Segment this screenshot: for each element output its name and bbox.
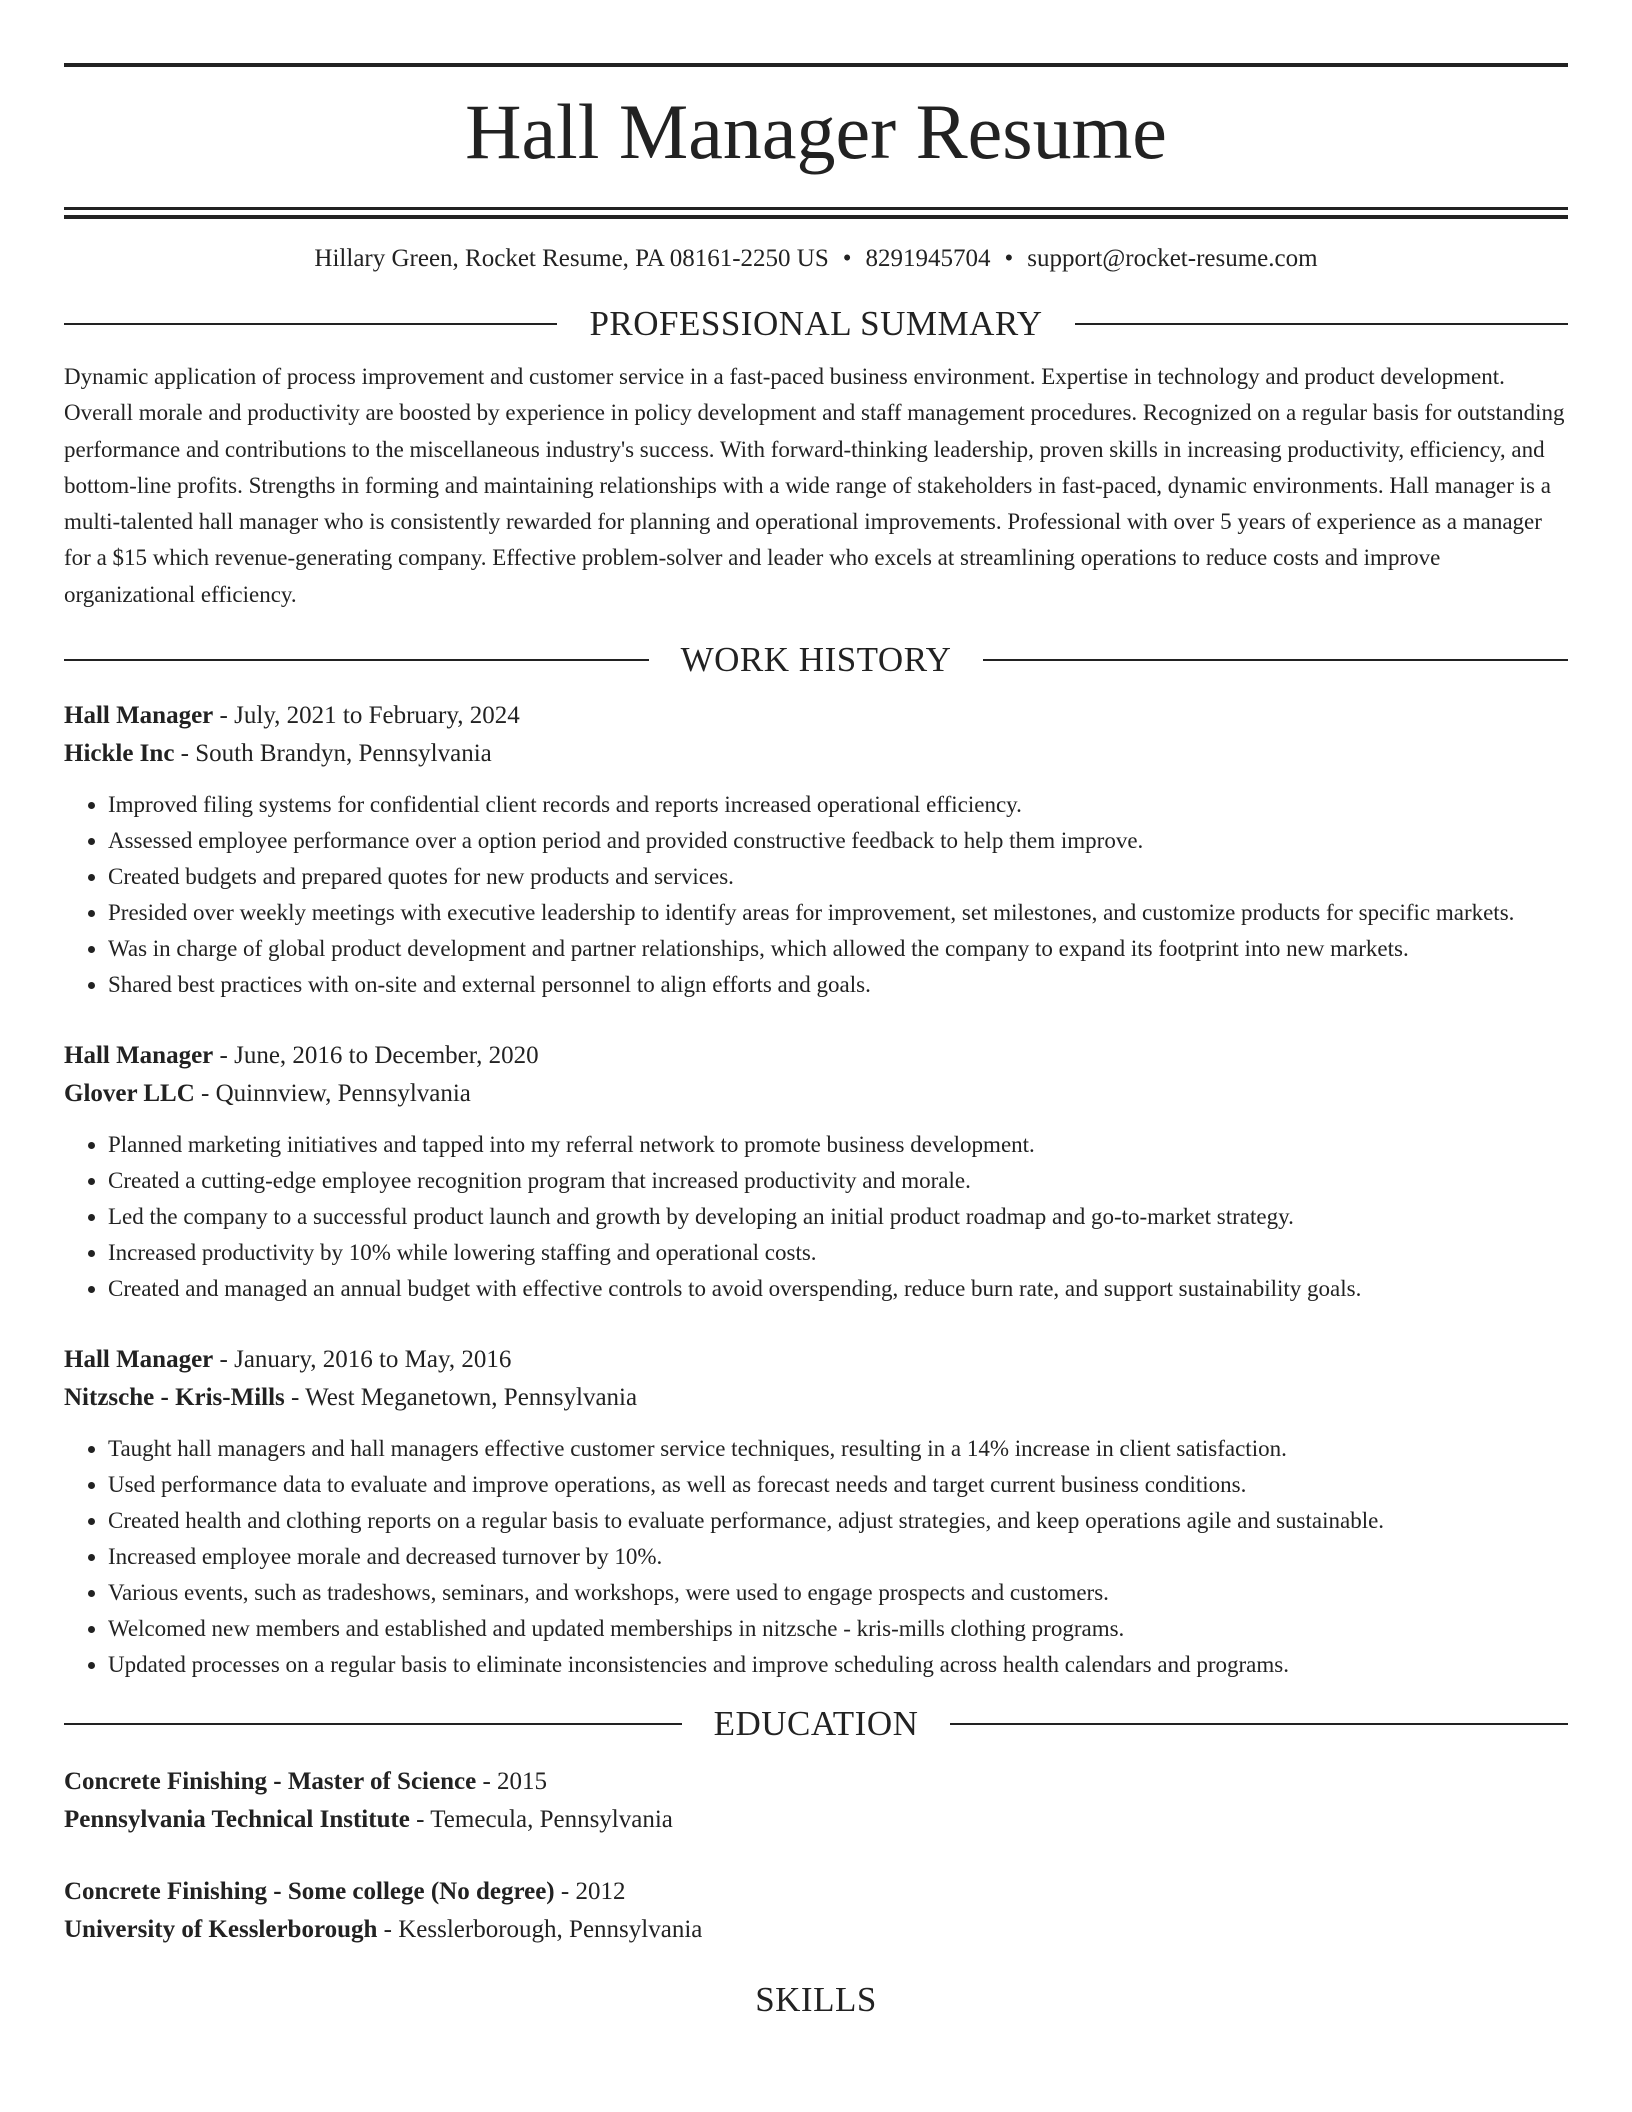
list-item: • Used performance data to evaluate and improve operations, as well as forecast needs and target current business conditions. <box>108 1467 1568 1503</box>
degree-year: - 2015 <box>476 1768 548 1796</box>
job-entry <box>64 1341 1568 1683</box>
job-dates: - January, 2016 to May, 2016 <box>213 1346 512 1374</box>
education-entry <box>64 1763 1568 1839</box>
degree-line <box>64 1763 1568 1801</box>
contact-phone: 8291945704 <box>865 245 991 272</box>
list-item: • Updated processes on a regular basis to eliminate inconsistencies and improve scheduling across health calendars and programs. <box>108 1647 1568 1683</box>
work-heading-label: WORK HISTORY <box>680 640 952 680</box>
job-entry <box>64 1037 1568 1307</box>
summary-section-heading <box>64 301 1568 347</box>
company-line <box>64 735 1568 773</box>
job-title-line <box>64 1037 1568 1075</box>
education-heading-label: EDUCATION <box>713 1704 919 1744</box>
contact-line <box>64 245 1568 285</box>
company-location: - South Brandyn, Pennsylvania <box>174 740 492 768</box>
job-entry <box>64 697 1568 1003</box>
job-bullets <box>64 787 1568 1003</box>
school-line <box>64 1911 1568 1949</box>
summary-text: Dynamic application of process improvement and customer service in a fast-paced business environment. Expertise in technology and product development. Overall morale and productivity are boosted by experience in policy development and staff management procedures. Recognized on a regular basis for outstanding performance and contributions to the miscellaneous industry's success. With forward-thinking leadership, proven skills in increasing productivity, efficiency, and bottom-line profits. Strengths in forming and maintaining relationships with a wide range of stakeholders in fast-paced, dynamic environments. Hall manager is a multi-talented hall manager who is consistently rewarded for planning and operational improvements. Professional with over 5 years of experience as a manager for a $15 which revenue-generating company. Effective problem-solver and leader who excels at streamlining operations to reduce costs and improve organizational efficiency. <box>64 364 1565 607</box>
company-line <box>64 1075 1568 1113</box>
resume-title: Hall Manager Resume <box>465 88 1167 175</box>
title-double-rule <box>64 207 1568 219</box>
list-item: • Increased productivity by 10% while lowering staffing and operational costs. <box>108 1235 1568 1271</box>
job-title: Hall Manager <box>64 1042 214 1070</box>
job-bullets <box>64 1431 1568 1683</box>
contact-separator: • <box>1004 245 1014 272</box>
list-item: • Taught hall managers and hall managers effective customer service techniques, resulting in a 14% increase in client satisfaction. <box>108 1431 1568 1467</box>
list-item: • Assessed employee performance over a option period and provided constructive feedback to help them improve. <box>108 823 1568 859</box>
list-item: • Created a cutting-edge employee recognition program that increased productivity and morale. <box>108 1163 1568 1199</box>
resume-page <box>64 0 1568 2023</box>
job-title: Hall Manager <box>64 702 214 730</box>
job-dates: - June, 2016 to December, 2020 <box>213 1042 539 1070</box>
list-item: • Shared best practices with on-site and external personnel to align efforts and goals. <box>108 967 1568 1003</box>
education-entry <box>64 1873 1568 1949</box>
contact-email: support@rocket-resume.com <box>1027 245 1318 272</box>
company-location: - Quinnview, Pennsylvania <box>194 1080 471 1108</box>
job-title-line <box>64 697 1568 735</box>
skills-section-heading <box>64 1977 1568 2023</box>
contact-address: Hillary Green, Rocket Resume, PA 08161-2250 US <box>314 245 829 272</box>
job-bullets <box>64 1127 1568 1307</box>
company-name: Hickle Inc <box>64 740 175 768</box>
list-item: • Created budgets and prepared quotes for new products and services. <box>108 859 1568 895</box>
education-section-heading <box>64 1701 1568 1747</box>
company-name: Glover LLC <box>64 1080 195 1108</box>
list-item: • Was in charge of global product development and partner relationships, which allowed the company to expand its footprint into new markets. <box>108 931 1568 967</box>
skills-heading-label: SKILLS <box>755 1980 877 2020</box>
contact-separator: • <box>842 245 852 272</box>
summary-heading-label: PROFESSIONAL SUMMARY <box>589 304 1043 343</box>
degree-name: Concrete Finishing - Some college (No degree) <box>64 1878 555 1906</box>
job-title-line <box>64 1341 1568 1379</box>
company-location: - West Meganetown, Pennsylvania <box>284 1384 638 1412</box>
list-item: • Improved filing systems for confidential client records and reports increased operational efficiency. <box>108 787 1568 823</box>
list-item: • Planned marketing initiatives and tapped into my referral network to promote business development. <box>108 1127 1568 1163</box>
list-item: • Presided over weekly meetings with executive leadership to identify areas for improvement, set milestones, and customize products for specific markets. <box>108 895 1568 931</box>
list-item: • Various events, such as tradeshows, seminars, and workshops, were used to engage prospects and customers. <box>108 1575 1568 1611</box>
list-item: • Created health and clothing reports on a regular basis to evaluate performance, adjust strategies, and keep operations agile and sustainable. <box>108 1503 1568 1539</box>
school-line <box>64 1801 1568 1839</box>
school-name: University of Kesslerborough <box>64 1916 378 1944</box>
company-line <box>64 1379 1568 1417</box>
list-item: • Welcomed new members and established and updated memberships in nitzsche - kris-mills clothing programs. <box>108 1611 1568 1647</box>
school-name: Pennsylvania Technical Institute <box>64 1806 410 1834</box>
school-location: - Temecula, Pennsylvania <box>409 1806 673 1834</box>
list-item: • Created and managed an annual budget with effective controls to avoid overspending, reduce burn rate, and support sustainability goals. <box>108 1271 1568 1307</box>
degree-name: Concrete Finishing - Master of Science <box>64 1768 477 1796</box>
list-item: • Increased employee morale and decreased turnover by 10%. <box>108 1539 1568 1575</box>
job-title: Hall Manager <box>64 1346 214 1374</box>
degree-line <box>64 1873 1568 1911</box>
company-name: Nitzsche - Kris-Mills <box>64 1384 285 1412</box>
list-item: • Led the company to a successful product launch and growth by developing an initial product roadmap and go-to-market strategy. <box>108 1199 1568 1235</box>
degree-year: - 2012 <box>554 1878 626 1906</box>
job-dates: - July, 2021 to February, 2024 <box>213 702 520 730</box>
work-section-heading <box>64 637 1568 683</box>
school-location: - Kesslerborough, Pennsylvania <box>377 1916 703 1944</box>
